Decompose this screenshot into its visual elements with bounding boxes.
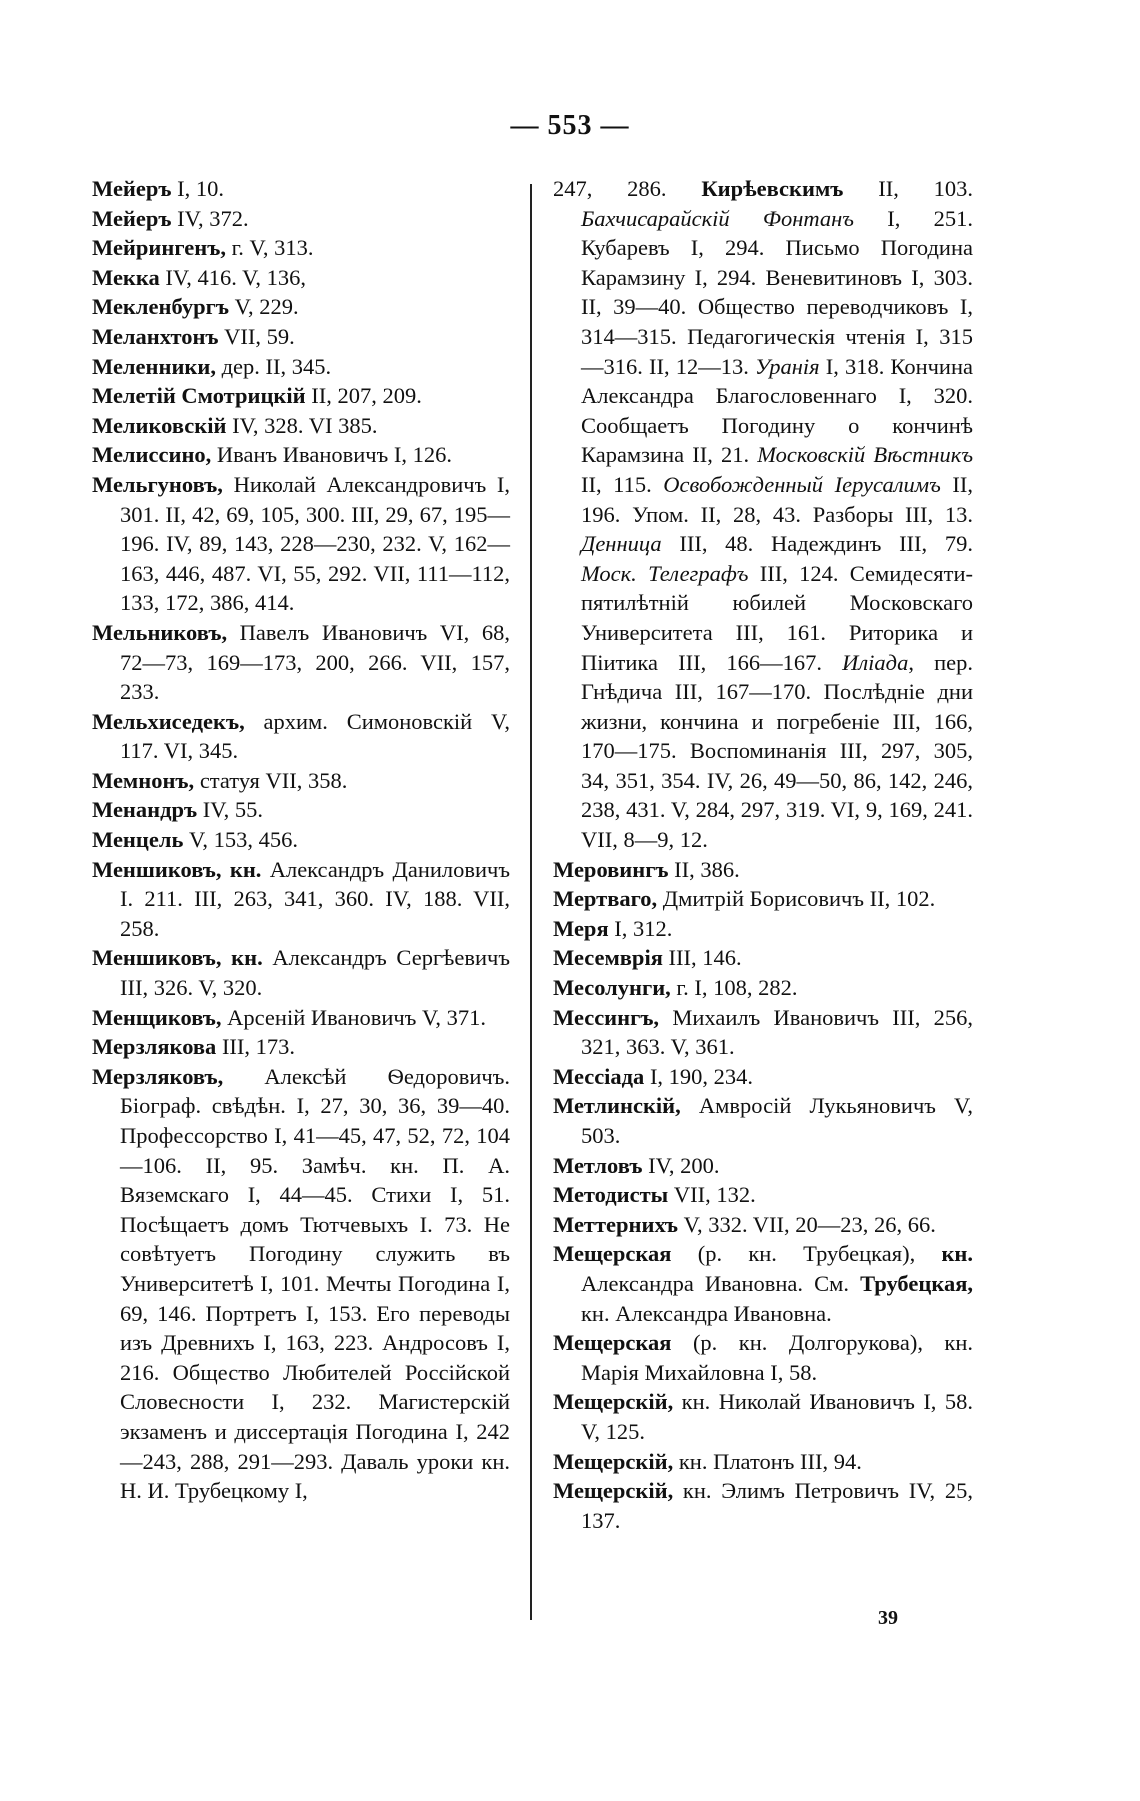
index-entry (92, 707, 510, 766)
entry-headword: Мейрингенъ, (92, 235, 226, 261)
entry-headword: Менандръ (92, 797, 198, 823)
entry-references: II, 196. Упом. II, 28, 43. Разборы III, 13. (581, 471, 973, 527)
entry-references: Александръ Даниловичъ I. 211. III, 263, 341, 360. IV, 188. VII, 258. (120, 856, 510, 941)
entry-references: I, 190, 234. (649, 1063, 754, 1089)
index-entry (553, 1151, 973, 1181)
index-entry (553, 1091, 973, 1150)
entry-references: кн. Николай Ивановичъ I, 58. V, 125. (581, 1389, 973, 1444)
entry-references: 247, 286. (553, 176, 702, 201)
entry-title-italic: Денница (581, 531, 662, 557)
entry-bold-ref: кн. (941, 1241, 974, 1267)
entry-headword: Менцель (92, 827, 184, 853)
entry-headword: Меланхтонъ (92, 323, 219, 349)
entry-headword: Меря (553, 915, 609, 941)
entry-references: VII, 59. (224, 323, 295, 349)
index-entry (92, 381, 510, 411)
entry-references: V, 153, 456. (189, 827, 298, 853)
index-entry (553, 1447, 973, 1477)
entry-headword: Мейеръ (92, 205, 172, 231)
entry-references: I, 10. (177, 176, 225, 201)
page-number: — 553 — (510, 110, 630, 141)
index-entry (553, 973, 973, 1003)
index-entry (553, 1387, 973, 1446)
entry-headword: Мещерскій, (553, 1448, 674, 1474)
index-entry (92, 204, 510, 234)
index-entry (92, 440, 510, 470)
entry-references: дер. II, 345. (221, 353, 332, 379)
entry-headword: Меншиковъ, кн. (92, 856, 262, 882)
entry-references: (р. кн. Долгорукова), кн. Марія Михайловна I, 58. (581, 1330, 974, 1385)
entry-references: Александра Ивановна. См. (581, 1270, 861, 1296)
entry-references: I, 318. Кончина Александра Благословеннаго I, 320. Сообщаетъ Погодину о кончинѣ Карамзина II, 21. (581, 353, 973, 468)
entry-references: (р. кн. Трубецкая), (697, 1241, 942, 1267)
entry-headword: Мейеръ (92, 176, 172, 201)
entry-references: Арсеній Ивановичъ V, 371. (227, 1004, 486, 1030)
entry-references: V, 332. VII, 20—23, 26, 66. (683, 1211, 936, 1237)
index-entry (92, 411, 510, 441)
entry-references: IV, 328. VI 385. (232, 412, 378, 438)
index-entry (92, 795, 510, 825)
entry-headword: Мерзляковъ, (92, 1063, 224, 1089)
index-entry (92, 263, 510, 293)
index-entry (553, 1239, 973, 1328)
index-entry (553, 1003, 973, 1062)
entry-references: кн. Александра Ивановна. (581, 1300, 832, 1326)
entry-headword: Метловъ (553, 1152, 643, 1178)
entry-references: III, 48. Надеждинъ III, 79. (661, 531, 973, 557)
entry-headword: Меленники, (92, 353, 216, 379)
index-entry (92, 825, 510, 855)
entry-references: Иванъ Ивановичъ I, 126. (216, 442, 452, 468)
entry-headword: Мерзлякова (92, 1034, 217, 1060)
index-entry (92, 1032, 510, 1062)
entry-headword: Мельгуновъ, (92, 471, 223, 497)
entry-bold-ref: Кирѣевскимъ (701, 176, 844, 201)
index-entry (92, 1003, 510, 1033)
entry-references: II, 386. (674, 856, 740, 882)
entry-references: Павелъ Ивановичъ VI, 68, 72—73, 169—173, 200, 266. VII, 157, 233. (120, 619, 510, 705)
index-entry (553, 1328, 973, 1387)
entry-headword: Мессингъ, (553, 1004, 660, 1030)
entry-headword: Месолунги, (553, 975, 671, 1001)
index-entry (553, 884, 973, 914)
entry-references: I, 312. (614, 915, 673, 941)
entry-references: II, 207, 209. (311, 383, 422, 409)
entry-references: III, 124. Семидесяти-пятилѣтній юбилей Московскаго Университета III, 161. Риторика и Піитика III, 166—167. (581, 560, 973, 675)
entry-bold-ref: Трубецкая, (860, 1270, 973, 1296)
entry-references: Дмитрій Борисовичъ II, 102. (662, 886, 936, 912)
entry-references: кн. Платонъ III, 94. (678, 1448, 862, 1474)
entry-references: Михаилъ Ивановичъ III, 256, 321, 363. V, 361. (581, 1004, 974, 1060)
entry-references: Амвросій Лукьяновичъ V, 503. (581, 1093, 973, 1148)
entry-references: VII, 132. (673, 1182, 756, 1208)
entry-references: Александръ Сергѣевичъ III, 326. V, 320. (120, 945, 510, 1001)
index-entry (92, 618, 510, 707)
entry-title-italic: Моск. Телеграфъ (581, 560, 749, 586)
entry-references: архим. Симоновскій V, 117. VI, 345. (120, 708, 510, 764)
entry-references: II, 115. (581, 471, 664, 497)
index-entry (553, 174, 973, 855)
entry-references: V, 229. (234, 294, 299, 320)
entry-headword: Мещерскій, (553, 1478, 674, 1504)
entry-headword: Методисты (553, 1182, 669, 1208)
entry-headword: Меттернихъ (553, 1211, 678, 1237)
entry-headword: Мелиссино, (92, 442, 212, 468)
index-entry (92, 855, 510, 944)
index-entry (92, 943, 510, 1002)
signature-mark: 39 (878, 1607, 898, 1629)
entry-references: Алексѣй Ѳедоровичъ. Біограф. свѣдѣн. I, 27, 30, 36, 39—40. Профессорство I, 41—45, 47, 52, 72, 104—106. II, 95. Замѣч. кн. П. А. Вяземскаго I, 44—45. Стихи I, 51. Посѣщаетъ домъ Тютчевыхъ I. 73. Не совѣтуетъ Погодину служить въ Университетѣ I, 101. Мечты Погодина I, 69, 146. Портретъ I, 153. Его переводы изъ Древнихъ I, 163, 223. Андросовъ I, 216. Общество Любителей Россійской Словесности I, 232. Магистерскій экзаменъ и диссертація Погодина I, 242—243, 288, 291—293. Даваль уроки кн. Н. И. Трубецкому I, (120, 1063, 510, 1504)
entry-headword: Мещерскій, (553, 1389, 674, 1415)
entry-headword: Месемврія (553, 945, 663, 971)
entry-references: III, 146. (668, 945, 742, 971)
entry-headword: Мельниковъ, (92, 619, 228, 645)
entry-headword: Менщиковъ, (92, 1004, 222, 1030)
index-entry (553, 943, 973, 973)
entry-headword: Мертваго, (553, 886, 658, 912)
entry-references: г. I, 108, 282. (676, 975, 798, 1001)
entry-references: III, 173. (221, 1034, 296, 1060)
entry-headword: Мемнонъ, (92, 767, 195, 793)
index-entry (553, 914, 973, 944)
index-entry (553, 1210, 973, 1240)
entry-references: IV, 372. (177, 205, 249, 231)
index-entry (553, 1180, 973, 1210)
left-index-column (92, 174, 510, 1506)
entry-title-italic: Уранія (754, 353, 820, 379)
index-entry (92, 352, 510, 382)
index-entry (92, 322, 510, 352)
entry-title-italic: Иліада (842, 649, 909, 675)
entry-references: II, 103. (843, 176, 973, 201)
right-index-column (553, 174, 973, 1535)
entry-headword: Мелетій Смотрицкій (92, 383, 306, 409)
index-entry (92, 174, 510, 204)
entry-headword: Меликовскій (92, 412, 227, 438)
entry-headword: Мессіада (553, 1063, 645, 1089)
entry-title-italic: Московскій Вѣстникъ (757, 442, 973, 468)
entry-headword: Мекка (92, 264, 160, 290)
index-entry (92, 470, 510, 618)
entry-title-italic: Бахчисарайскій Фонтанъ (581, 205, 854, 231)
entry-title-italic: Освобожденный Іерусалимъ (663, 471, 941, 497)
entry-references: I, 251. Кубаревъ I, 294. Письмо Погодина Карамзину I, 294. Веневитиновъ I, 303. II, 39—40. Общество переводчиковъ I, 314—315. Педагогическія чтенія I, 315—316. II, 12—13. (581, 205, 974, 379)
entry-references: IV, 200. (648, 1152, 720, 1178)
entry-headword: Мещерская (553, 1241, 672, 1267)
entry-headword: Меровингъ (553, 856, 669, 882)
column-divider (530, 184, 532, 1620)
index-entry (553, 855, 973, 885)
entry-headword: Мекленбургъ (92, 294, 229, 320)
entry-headword: Мельхиседекъ, (92, 708, 245, 734)
entry-references: , пер. Гнѣдича III, 167—170. Послѣдніе дни жизни, кончина и погребеніе III, 166, 170—175. Воспоминанія III, 297, 305, 34, 351, 354. IV, 26, 49—50, 86, 142, 246, 238, 431. V, 284, 297, 319. VI, 9, 169, 241. VII, 8—9, 12. (581, 649, 973, 853)
entry-references: статуя VII, 358. (199, 767, 348, 793)
entry-references: IV, 416. V, 136, (165, 264, 307, 290)
entry-headword: Меншиковъ, кн. (92, 945, 263, 971)
entry-references: г. V, 313. (231, 235, 314, 261)
index-entry (92, 1062, 510, 1506)
index-entry (92, 233, 510, 263)
index-entry (92, 292, 510, 322)
entry-references: Николай Александровичъ I, 301. II, 42, 69, 105, 300. III, 29, 67, 195—196. IV, 89, 143, 228—230, 232. V, 162—163, 446, 487. VI, 55, 292. VII, 111—112, 133, 172, 386, 414. (120, 471, 511, 616)
entry-references: кн. Элимъ Петровичъ IV, 25, 137. (581, 1478, 973, 1533)
entry-headword: Метлинскій, (553, 1093, 681, 1119)
index-entry (92, 766, 510, 796)
entry-headword: Мещерская (553, 1330, 672, 1356)
index-entry (553, 1062, 973, 1092)
index-entry (553, 1476, 973, 1535)
entry-references: IV, 55. (202, 797, 263, 823)
